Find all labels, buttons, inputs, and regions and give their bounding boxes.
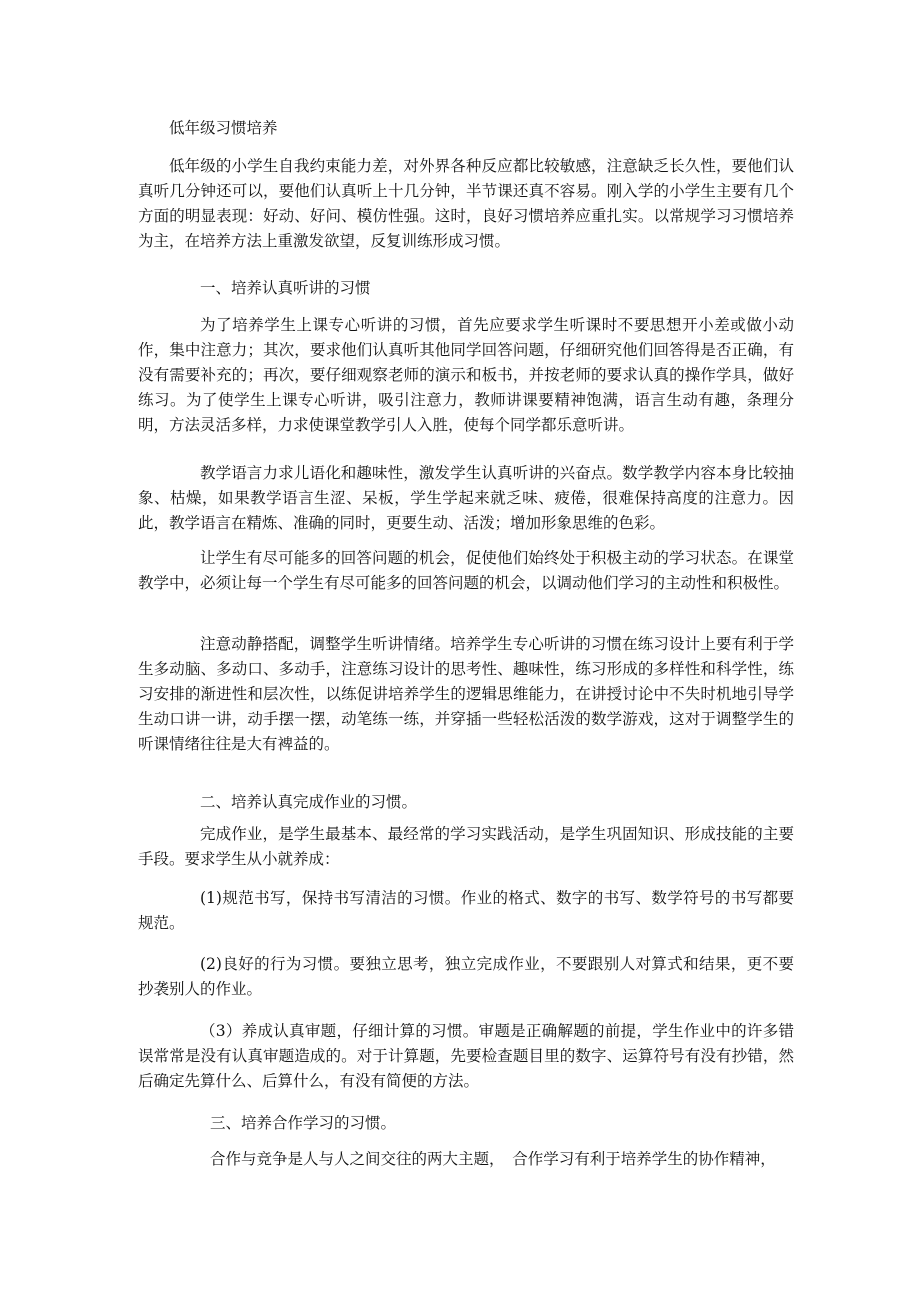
intro-paragraph: 低年级的小学生自我约束能力差，对外界各种反应都比较敏感，注意缺乏长久性，要他们认真听几分钟还可以，要他们认真听上十几分钟，半节课还真不容易。刚入学的小学生主要有几个方面的明显表现：好动、好问、模仿性强。这时，良好习惯培养应重扎实。以常规学习习惯培养为主，在培养方法上重激发欲望，反复训练形成习惯。	[138, 157, 794, 250]
section-2-paragraph-1: 完成作业，是学生最基本、最经常的学习实践活动，是学生巩固知识、形成技能的主要手段。要求学生从小就养成：	[138, 825, 794, 868]
section-3-paragraph-1: 合作与竞争是人与人之间交往的两大主题， 合作学习有利于培养学生的协作精神，	[210, 1150, 776, 1168]
section-1-heading: 一、培养认真听讲的习惯	[200, 279, 371, 297]
section-2-item-2: (2)良好的行为习惯。要独立思考，独立完成作业，不要跟别人对算式和结果，更不要抄袭别人的作业。	[138, 955, 794, 998]
section-1-paragraph-3: 让学生有尽可能多的回答问题的机会，促使他们始终处于积极主动的学习状态。在课堂教学中，必须让每一个学生有尽可能多的回答问题的机会，以调动他们学习的主动性和积极性。	[138, 549, 794, 592]
section-1-paragraph-2: 教学语言力求儿语化和趣味性，激发学生认真听讲的兴奋点。数学教学内容本身比较抽象、枯燥，如果教学语言生涩、呆板，学生学起来就乏味、疲倦，很难保持高度的注意力。因此，教学语言在精炼、准确的同时，更要生动、活泼；增加形象思维的色彩。	[138, 464, 794, 532]
section-2-item-1: (1)规范书写，保持书写清洁的习惯。作业的格式、数字的书写、数学符号的书写都要规范。	[138, 889, 794, 932]
section-3-heading: 三、培养合作学习的习惯。	[210, 1114, 397, 1132]
section-1-paragraph-1: 为了培养学生上课专心听讲的习惯，首先应要求学生听课时不要思想开小差或做小动作，集中注意力；其次，要求他们认真听其他同学回答问题，仔细研究他们回答得是否正确，有没有需要补充的；再次，要仔细观察老师的演示和板书，并按老师的要求认真的操作学具，做好练习。为了使学生上课专心听讲，吸引注意力，教师讲课要精神饱满，语言生动有趣，条理分明，方法灵活多样，力求使课堂教学引人入胜，使每个同学都乐意听讲。	[138, 316, 794, 434]
document-title: 低年级习惯培养	[169, 119, 278, 137]
section-2-item-3: （3）养成认真审题，仔细计算的习惯。审题是正确解题的前提，学生作业中的许多错误常常是没有认真审题造成的。对于计算题，先要检查题目里的数字、运算符号有没有抄错，然后确定先算什么、后算什么，有没有简便的方法。	[138, 1022, 794, 1090]
section-2-heading: 二、培养认真完成作业的习惯。	[200, 793, 418, 811]
section-1-paragraph-4: 注意动静搭配，调整学生听讲情绪。培养学生专心听讲的习惯在练习设计上要有利于学生多动脑、多动口、多动手，注意练习设计的思考性、趣味性，练习形成的多样性和科学性，练习安排的渐进性和层次性，以练促讲培养学生的逻辑思维能力，在讲授讨论中不失时机地引导学生动口讲一讲，动手摆一摆，动笔练一练，并穿插一些轻松活泼的数学游戏，这对于调整学生的听课情绪往往是大有裨益的。	[138, 635, 794, 753]
